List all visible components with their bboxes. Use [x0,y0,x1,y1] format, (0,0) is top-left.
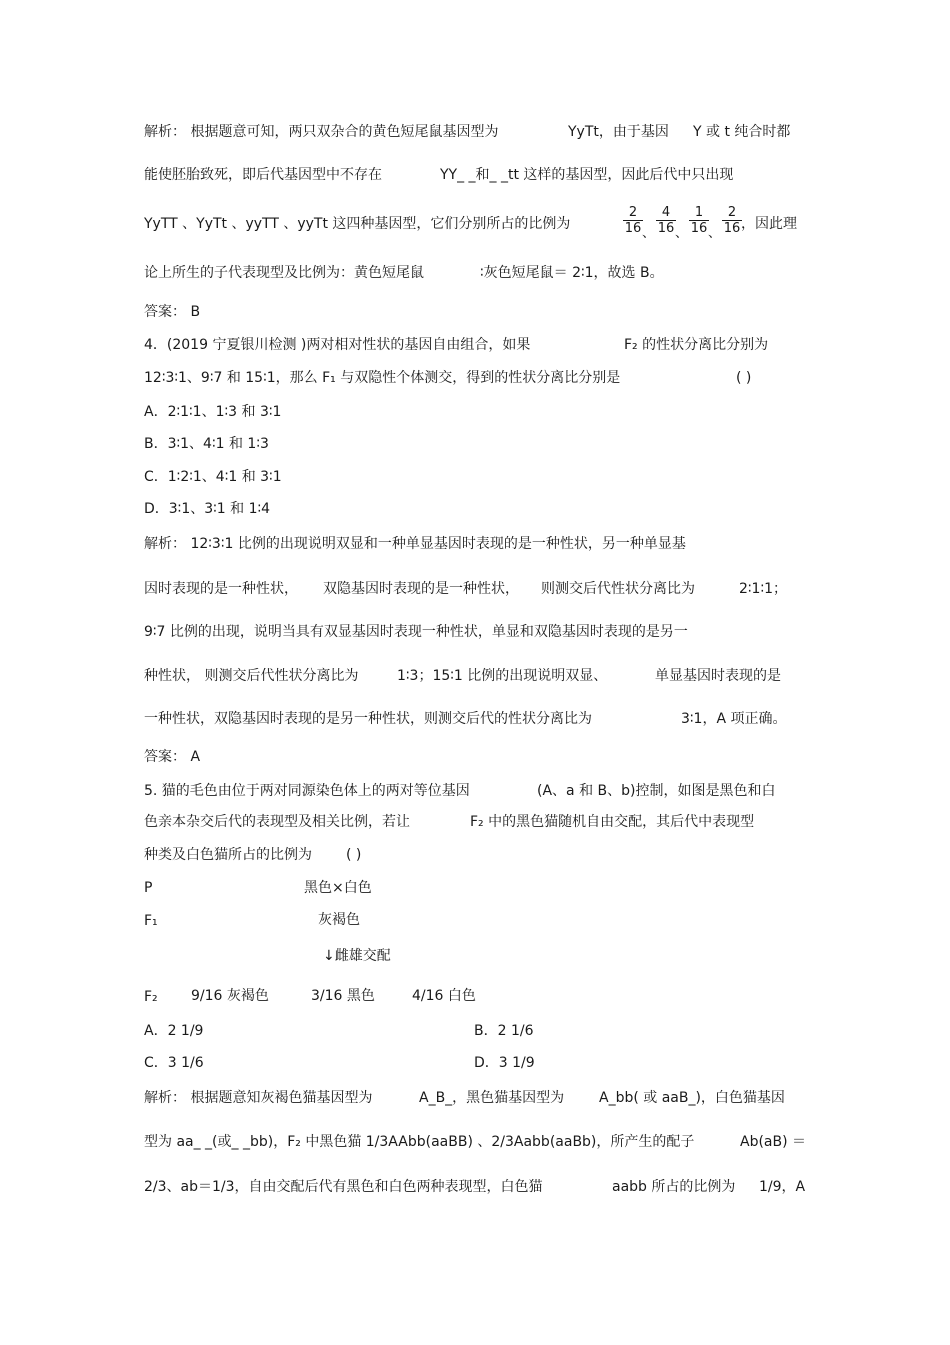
exp3-line3b: ，因此理 [741,216,797,232]
fraction-separator: 、 [708,226,722,241]
q5-option-a: A．2 1/9 [144,1023,204,1039]
f2-phenotype-black: 3/16 黑色 [311,988,375,1004]
q4-explain-line3: 9∶7 比例的出现，说明当具有双显基因时表现一种性状，单显和双隐基因时表现的是另一 [144,624,688,640]
fraction-denominator: 16 [723,221,741,236]
mating-arrow: ↓雌雄交配 [323,948,391,964]
exp3-line1a: 解析： 根据题意可知，两只双杂合的黄色短尾鼠基因型为 [144,124,499,140]
q5-explain-line3b: aabb 所占的比例为 [612,1179,736,1195]
fraction-1-16 [688,205,710,236]
fraction-2-16 [622,205,644,236]
q4-explain-line4a: 种性状， 则测交后代性状分离比为 [144,668,359,684]
q4-answer-blank: ( ) [736,370,752,386]
q4-explain-line2c: 则测交后代性状分离比为 [541,581,695,597]
q5-stem-line3a: 种类及白色猫所占的比例为 [144,847,312,863]
q4-explain-line4c: 单显基因时表现的是 [655,668,781,684]
q4-stem-line2a: 12∶3∶1、9∶7 和 15∶1，那么 F₁ 与双隐性个体测交，得到的性状分离比分别是 [144,370,621,386]
q4-option-a: A．2∶1∶1、1∶3 和 3∶1 [144,404,282,420]
fraction-denominator: 16 [657,221,675,236]
q5-explain-line1a: 解析： 根据题意知灰褐色猫基因型为 [144,1090,373,1106]
f2-phenotype-white: 4/16 白色 [412,988,476,1004]
exp3-line4b: ∶灰色短尾鼠＝ 2∶1，故选 B。 [480,265,664,281]
q4-option-d: D．3∶1、3∶1 和 1∶4 [144,501,271,517]
fraction-4-16 [655,205,677,236]
q5-explain-line1b: A_B_，黑色猫基因型为 [419,1090,565,1106]
parent-cross: 黑色×白色 [304,880,372,896]
q5-explain-line2b: Ab(aB) ＝ [740,1134,807,1150]
fraction-numerator: 4 [661,205,671,220]
q5-explain-line1c: A_bb( 或 aaB_)，白色猫基因 [599,1090,785,1106]
q5-explain-line3c: 1/9，A [759,1179,806,1195]
q4-explain-line2a: 因时表现的是一种性状， [144,581,298,597]
q4-explain-line1: 解析： 12∶3∶1 比例的出现说明双显和一种单显基因时表现的是一种性状，另一种单显基 [144,536,686,552]
q5-option-c: C．3 1/6 [144,1055,204,1071]
fraction-numerator: 2 [727,205,737,220]
q5-option-b: B．2 1/6 [474,1023,534,1039]
q5-stem-line2a: 色亲本杂交后代的表现型及相关比例，若让 [144,814,410,830]
f1-phenotype: 灰褐色 [318,912,360,928]
generation-f1-label: F₁ [144,913,158,929]
q4-explain-line5b: 3∶1，A 项正确。 [681,711,787,727]
q4-explain-line5a: 一种性状，双隐基因时表现的是另一种性状，则测交后代的性状分离比为 [144,711,592,727]
fraction-numerator: 2 [628,205,638,220]
fraction-denominator: 16 [690,221,708,236]
fraction-denominator: 16 [624,221,642,236]
q5-stem-line1b: (A、a 和 B、b)控制，如图是黑色和白 [537,783,776,799]
exp3-line2a: 能使胚胎致死，即后代基因型中不存在 [144,167,382,183]
q4-explain-line4b: 1∶3；15∶1 比例的出现说明双显、 [397,668,608,684]
answer-4: 答案： A [144,749,201,765]
fraction-separator: 、 [642,226,656,241]
q4-option-c: C．1∶2∶1、4∶1 和 3∶1 [144,469,282,485]
exp3-line1c: Y 或 t 纯合时都 [693,124,791,140]
q4-option-b: B．3∶1、4∶1 和 1∶3 [144,436,269,452]
q5-stem-line2b: F₂ 中的黑色猫随机自由交配，其后代中表现型 [470,814,755,830]
q4-explain-line2b: 双隐基因时表现的是一种性状， [323,581,519,597]
exp3-line2b: YY_ _和_ _tt 这样的基因型，因此后代中只出现 [440,167,734,183]
exp3-line4a: 论上所生的子代表现型及比例为：黄色短尾鼠 [144,265,424,281]
q4-stem-line1b: F₂ 的性状分离比分别为 [624,337,769,353]
f2-phenotype-grey-brown: 9/16 灰褐色 [191,988,269,1004]
generation-p-label: P [144,880,153,896]
q4-explain-line2d: 2∶1∶1； [739,581,788,597]
answer-3: 答案： B [144,304,201,320]
q5-explain-line2a: 型为 aa_ _(或_ _bb)，F₂ 中黑色猫 1/3AAbb(aaBB) 、2/3Aabb(aaBb)，所产生的配子 [144,1134,695,1150]
exp3-line3a: YyTT 、YyTt 、yyTT 、yyTt 这四种基因型，它们分别所占的比例为 [144,216,571,232]
fraction-separator: 、 [675,226,689,241]
exp3-line1b: YyTt，由于基因 [568,124,669,140]
fraction-numerator: 1 [694,205,704,220]
fraction-2-16b [721,205,743,236]
q5-option-d: D．3 1/9 [474,1055,535,1071]
q5-answer-blank: ( ) [346,847,362,863]
q5-stem-line1a: 5. 猫的毛色由位于两对同源染色体上的两对等位基因 [144,783,470,799]
q5-explain-line3a: 2/3、ab＝1/3，自由交配后代有黑色和白色两种表现型，白色猫 [144,1179,543,1195]
generation-f2-label: F₂ [144,989,158,1005]
q4-stem-line1a: 4．(2019 宁夏银川检测 )两对相对性状的基因自由组合，如果 [144,337,531,353]
